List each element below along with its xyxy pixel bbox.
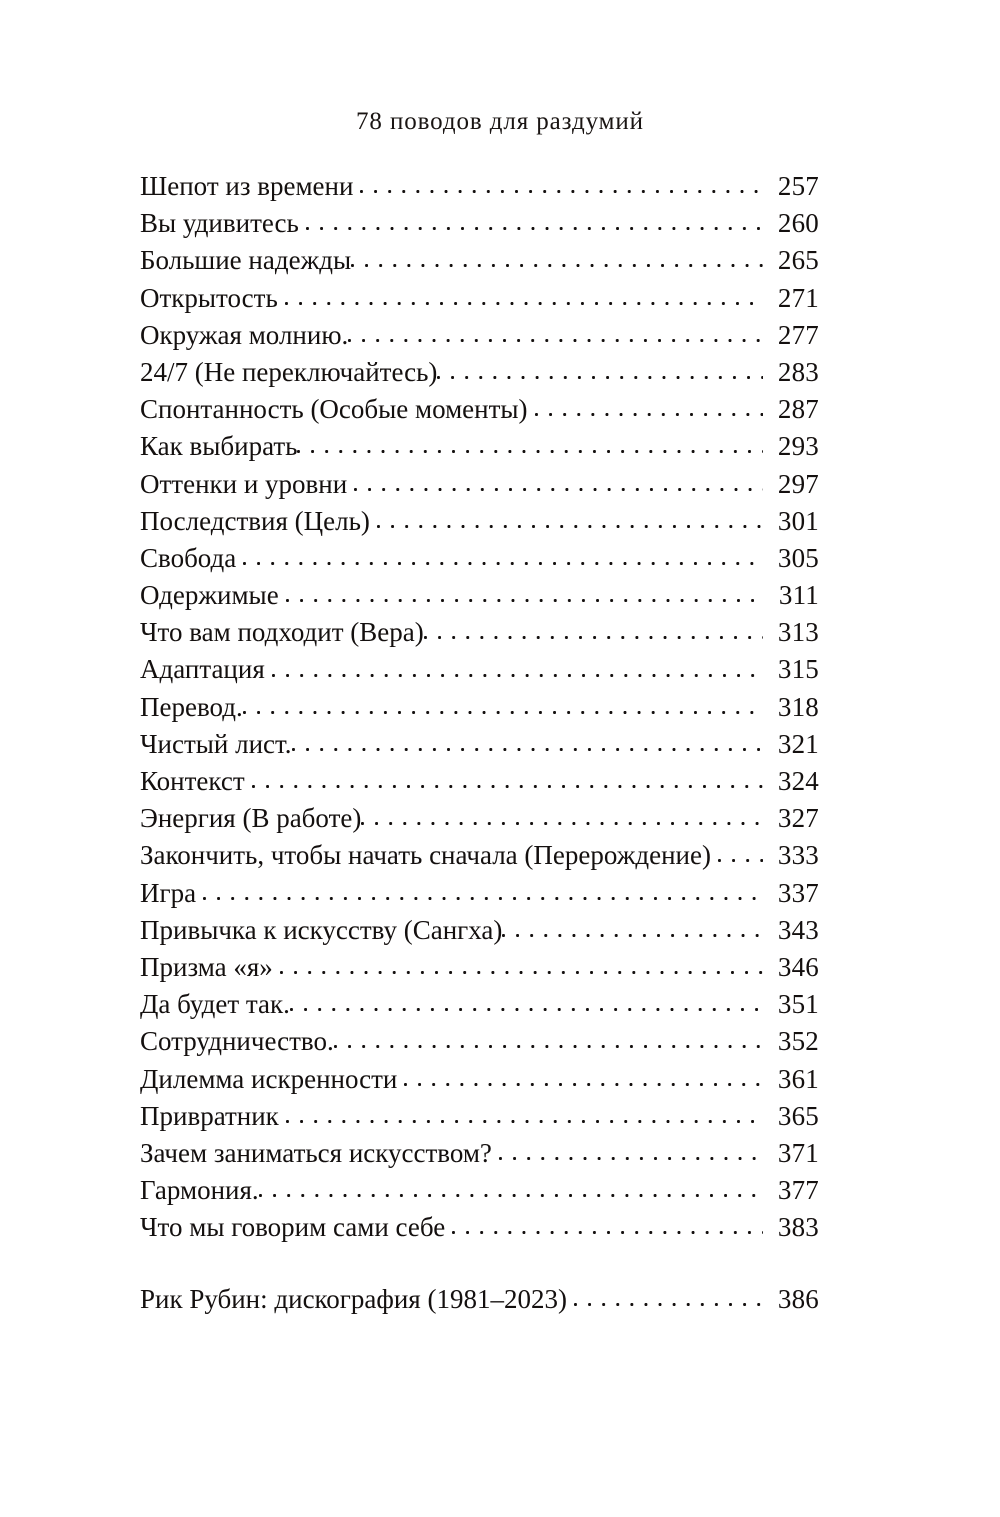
dot-leader	[252, 768, 763, 795]
toc-entry-page-number: 386	[777, 1284, 819, 1314]
toc-entry-page-number: 337	[777, 877, 819, 908]
dot-leader	[286, 1103, 763, 1130]
dot-leader	[243, 694, 763, 721]
dot-leader	[499, 1140, 763, 1167]
toc-entry[interactable]	[140, 205, 819, 242]
toc-entry-title: Дилемма искренности	[140, 1063, 398, 1094]
toc-entry[interactable]	[140, 949, 819, 986]
toc-entry[interactable]	[140, 540, 819, 577]
dot-leader	[351, 247, 763, 274]
dot-leader	[360, 173, 763, 200]
toc-entry[interactable]	[140, 317, 819, 354]
dot-leader	[535, 396, 763, 423]
toc-entry-page-number: 351	[777, 989, 819, 1020]
toc-entry[interactable]	[140, 1281, 819, 1318]
toc-entry-page-number: 313	[777, 617, 819, 648]
toc-entry[interactable]	[140, 651, 819, 688]
toc-entry-title: Окружая молнию.	[140, 319, 349, 350]
toc-entry-page-number: 293	[777, 431, 819, 462]
toc-entry[interactable]	[140, 1061, 819, 1098]
toc-entry-page-number: 277	[777, 319, 819, 350]
dot-leader	[354, 471, 763, 498]
toc-entry-page-number: 333	[777, 840, 819, 871]
dot-leader	[718, 842, 763, 869]
toc-entry[interactable]	[140, 837, 819, 874]
toc-entry[interactable]	[140, 614, 819, 651]
table-of-contents-appendix	[140, 1281, 819, 1318]
toc-entry-page-number: 343	[777, 914, 819, 945]
toc-entry-page-number: 265	[777, 245, 819, 276]
toc-entry-page-number: 361	[777, 1063, 819, 1094]
toc-entry[interactable]	[140, 280, 819, 317]
dot-leader	[259, 1177, 763, 1204]
toc-entry-page-number: 301	[777, 505, 819, 536]
dot-leader	[574, 1286, 763, 1313]
toc-entry[interactable]	[140, 912, 819, 949]
toc-entry-title: Чистый лист.	[140, 728, 292, 759]
toc-entry-page-number: 257	[777, 171, 819, 201]
toc-entry[interactable]	[140, 242, 819, 279]
dot-leader	[297, 433, 763, 460]
toc-entry-page-number: 327	[777, 803, 819, 834]
dot-leader	[306, 210, 763, 237]
dot-leader	[292, 731, 763, 758]
toc-entry-title: Оттенки и уровни	[140, 468, 348, 499]
toc-entry-title: Адаптация	[140, 654, 265, 685]
toc-entry-title: Что мы говорим сами себе	[140, 1212, 446, 1243]
toc-entry-page-number: 318	[777, 691, 819, 722]
toc-entry-page-number: 321	[777, 728, 819, 759]
toc-entry-title: Да будет так.	[140, 989, 290, 1020]
toc-entry-page-number: 371	[777, 1137, 819, 1168]
toc-entry-title: Контекст	[140, 766, 245, 796]
toc-entry[interactable]	[140, 986, 819, 1023]
toc-entry[interactable]	[140, 1135, 819, 1172]
toc-entry-title: Большие надежды	[140, 245, 352, 276]
table-of-contents-list	[140, 168, 819, 1246]
dot-leader	[502, 917, 763, 944]
toc-entry-title: Зачем заниматься искусством?	[140, 1137, 492, 1168]
toc-entry-page-number: 365	[777, 1100, 819, 1131]
toc-entry-page-number: 383	[777, 1212, 819, 1243]
toc-entry-title: Что вам подходит (Вера)	[140, 617, 424, 648]
toc-entry[interactable]	[140, 689, 819, 726]
dot-leader	[285, 285, 763, 312]
dot-leader	[203, 880, 763, 907]
toc-entry-page-number: 283	[777, 356, 819, 387]
toc-entry-page-number: 324	[777, 766, 819, 796]
dot-leader	[437, 359, 763, 386]
toc-entry-title: Игра	[140, 877, 197, 908]
toc-entry-title: Энергия (В работе)	[140, 803, 362, 834]
toc-entry[interactable]	[140, 466, 819, 503]
running-head: 78 поводов для раздумий	[356, 108, 644, 135]
toc-entry-title: Гармония.	[140, 1175, 259, 1206]
toc-entry-title: Сотрудничество.	[140, 1026, 334, 1057]
toc-entry-title: Призма «я»	[140, 951, 273, 982]
dot-leader	[424, 619, 763, 646]
toc-entry-page-number: 346	[777, 951, 819, 982]
toc-entry-title: Вы удивитесь	[140, 208, 299, 239]
toc-entry[interactable]	[140, 763, 819, 800]
toc-entry-title: 24/7 (Не переключайтесь)	[140, 356, 438, 387]
dot-leader	[286, 582, 763, 609]
toc-entry-title: Привычка к искусству (Сангха)	[140, 914, 503, 945]
toc-entry-title: Как выбирать	[140, 431, 298, 462]
toc-entry-title: Перевод.	[140, 691, 243, 722]
dot-leader	[361, 805, 763, 832]
toc-entry[interactable]	[140, 577, 819, 614]
toc-entry[interactable]	[140, 503, 819, 540]
toc-entry[interactable]	[140, 1172, 819, 1209]
toc-entry-title: Одержимые	[140, 580, 279, 611]
toc-entry[interactable]	[140, 391, 819, 428]
dot-leader	[404, 1066, 763, 1093]
toc-entry-page-number: 271	[777, 282, 819, 313]
toc-entry-title: Рик Рубин: дискография (1981–2023)	[140, 1284, 567, 1314]
toc-entry-title: Привратник	[140, 1100, 279, 1131]
toc-entry[interactable]	[140, 428, 819, 465]
dot-leader	[377, 508, 763, 535]
toc-entry[interactable]	[140, 1023, 819, 1060]
toc-entry-page-number: 260	[777, 208, 819, 239]
toc-entry[interactable]	[140, 800, 819, 837]
toc-entry-title: Свобода	[140, 542, 237, 573]
toc-entry-title: Открытость	[140, 282, 278, 313]
dot-leader	[452, 1214, 763, 1241]
toc-entry-page-number: 311	[778, 580, 819, 611]
toc-entry-page-number: 305	[777, 542, 819, 573]
toc-entry[interactable]	[140, 354, 819, 391]
toc-entry-title: Последствия (Цель)	[140, 505, 370, 536]
dot-leader	[243, 545, 763, 572]
dot-leader	[334, 1028, 763, 1055]
dot-leader	[348, 322, 763, 349]
toc-entry[interactable]	[140, 168, 819, 205]
dot-leader	[280, 954, 763, 981]
dot-leader	[272, 657, 763, 684]
toc-entry-page-number: 352	[777, 1026, 819, 1057]
toc-entry[interactable]	[140, 726, 819, 763]
toc-entry-title: Шепот из времени	[140, 171, 354, 201]
toc-entry-title: Спонтанность (Особые моменты)	[140, 394, 528, 425]
toc-entry-page-number: 297	[777, 468, 819, 499]
toc-entry[interactable]	[140, 1209, 819, 1246]
toc-entry-page-number: 315	[777, 654, 819, 685]
toc-entry-title: Закончить, чтобы начать сначала (Перерождение)	[140, 840, 711, 871]
toc-entry-page-number: 287	[777, 394, 819, 425]
dot-leader	[290, 991, 763, 1018]
toc-entry[interactable]	[140, 875, 819, 912]
toc-entry-page-number: 377	[777, 1175, 819, 1206]
toc-entry[interactable]	[140, 1098, 819, 1135]
